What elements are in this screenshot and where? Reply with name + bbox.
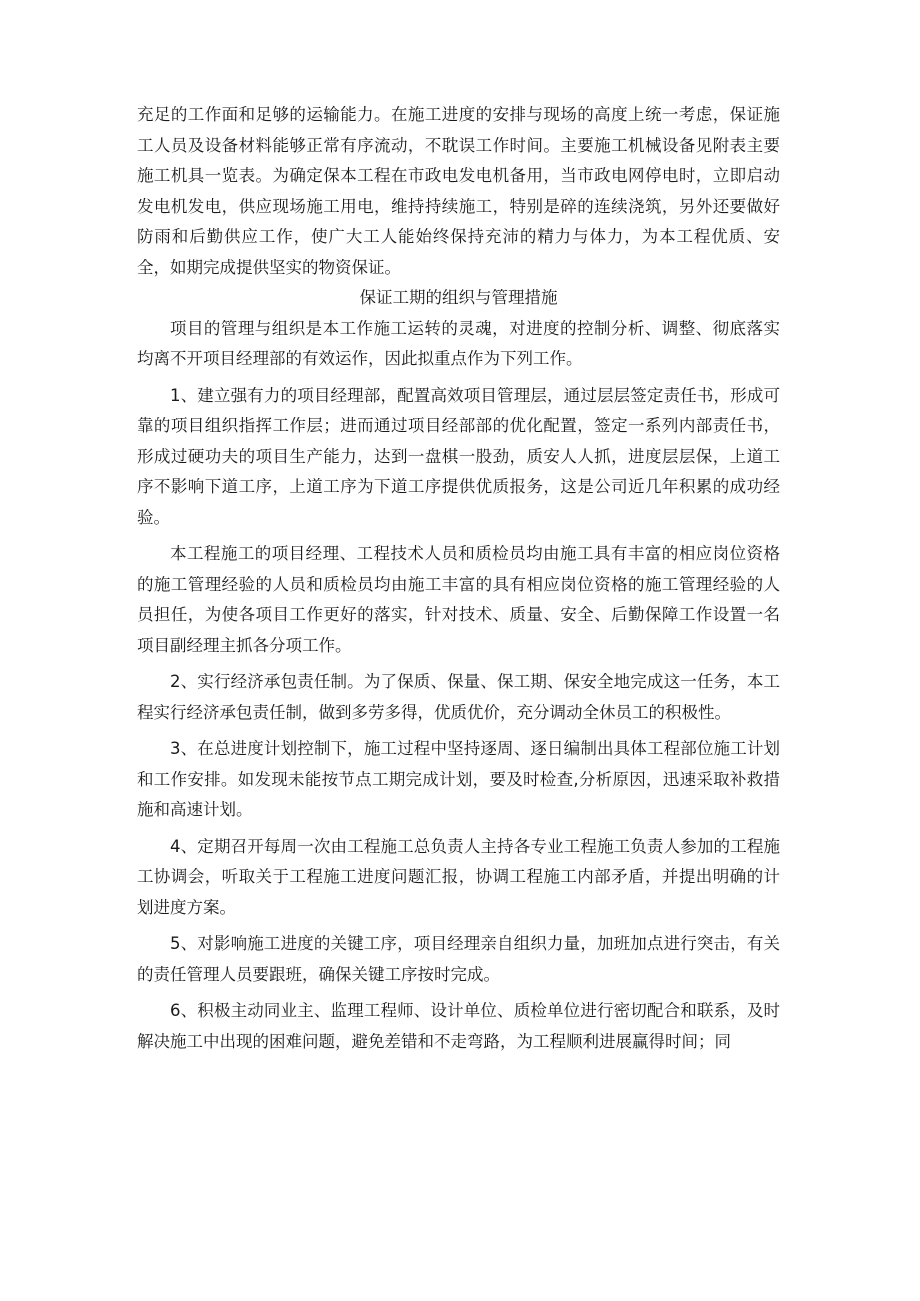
paragraph-item-5: 5、对影响施工进度的关键工序，项目经理亲自组织力量，加班加点进行突击，有关的责任管理人员要跟班，确保关键工序按时完成。 [137,934,780,984]
paragraph-item-2: 2、实行经济承包责任制。为了保质、保量、保工期、保安全地完成这一任务，本工程实行经济承包责任制，做到多劳多得，优质优价，充分调动全休员工的积极性。 [137,672,780,722]
paragraph-item-3: 3、在总进度计划控制下，施工过程中坚持逐周、逐日编制出具体工程部位施工计划和工作安排。如发现未能按节点工期完成计划，要及时检查,分析原因，迅速采取补救措施和高速计划。 [137,739,780,819]
paragraph-staffing: 本工程施工的项目经理、工程技术人员和质检员均由施工具有丰富的相应岗位资格的施工管理经验的人员和质检员均由施工丰富的具有相应岗位资格的施工管理经验的人员担任，为使各项目工作更好的落实，针对技术、质量、安全、后勤保障工作设置一名项目副经理主抓各分项工作。 [137,544,780,655]
paragraph-item-4: 4、定期召开每周一次由工程施工总负责人主持各专业工程施工负责人参加的工程施工协调会，听取关于工程施工进度问题汇报，协调工程施工内部矛盾，并提出明确的计划进度方案。 [137,836,780,917]
paragraph-item-6: 6、积极主动同业主、监理工程师、设计单位、质检单位进行密切配合和联系，及时解决施工中出现的困难问题，避免差错和不走弯路，为工程顺利进展赢得时间；同 [137,1001,780,1051]
paragraph-continuation: 充足的工作面和足够的运输能力。在施工进度的安排与现场的高度上统一考虑，保证施工人员及设备材料能够正常有序流动，不耽误工作时间。主要施工机械设备见附表主要施工机具一览表。为确定保本工程在市政电发电机备用，当市政电网停电时，立即启动发电机发电，供应现场施工用电，维持持续施工，特别是碎的连续浇筑，另外还要做好防雨和后勤供应工作，使广大工人能始终保持充沛的精力与体力，为本工程优质、安全，如期完成提供坚实的物资保证。 [137,105,780,277]
paragraph-intro: 项目的管理与组织是本工作施工运转的灵魂，对进度的控制分析、调整、彻底落实均离不开项目经理部的有效运作，因此拟重点作为下列工作。 [137,318,780,368]
section-heading: 保证工期的组织与管理措施 [359,288,558,307]
document-body [137,100,780,1057]
paragraph-item-1: 1、建立强有力的项目经理部，配置高效项目管理层，通过层层签定责任书，形成可靠的项目组织指挥工作层；进而通过项目经部部的优化配置，签定一系列内部责任书，形成过硬功夫的项目生产能力，达到一盘棋一股劲，质安人人抓，进度层层保，上道工序不影响下道工序，上道工序为下道工序提供优质报务，这是公司近几年积累的成功经验。 [137,385,780,527]
